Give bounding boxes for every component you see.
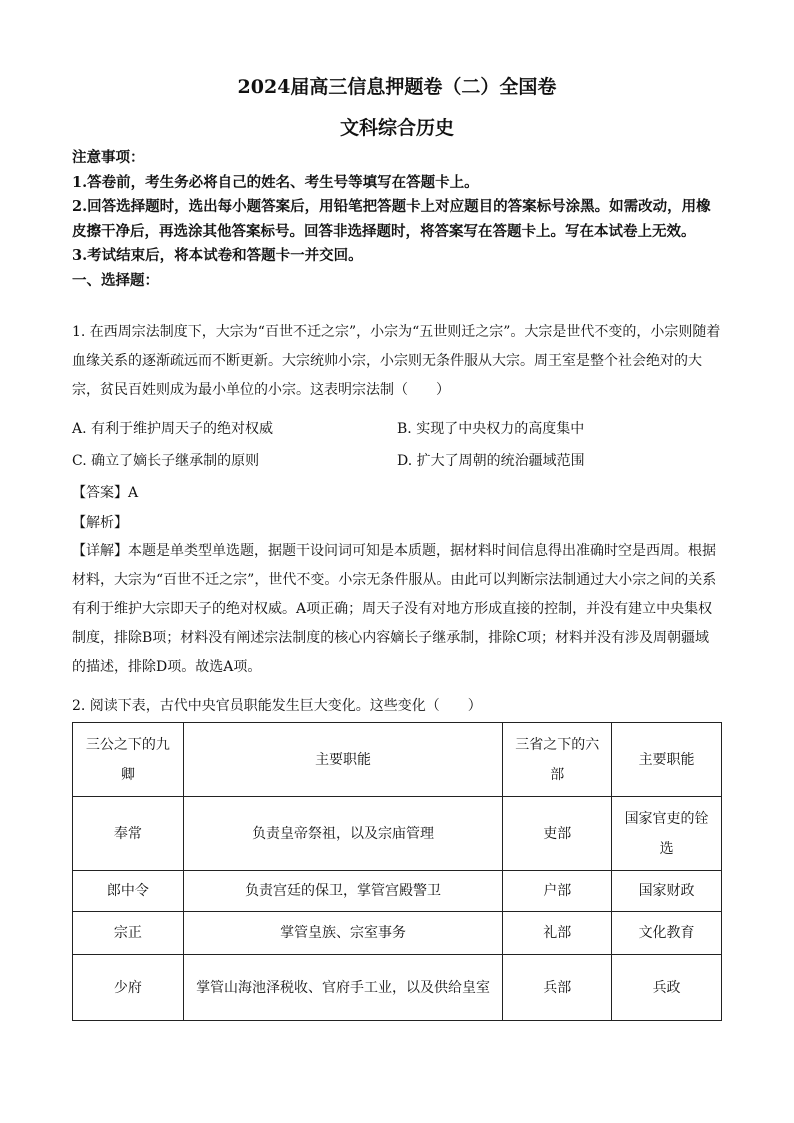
table-cell: 奉常: [73, 797, 184, 871]
notice-item-3: 3.考试结束后，将本试卷和答题卡一并交回。: [72, 247, 363, 264]
section-heading: 一、选择题：: [72, 271, 159, 289]
table-cell: 少府: [73, 955, 184, 1021]
question-1-analysis-label: 【解析】: [72, 515, 128, 531]
question-1-option-d: D. 扩大了周朝的统治疆域范围: [397, 453, 585, 469]
table-cell: 宗正: [73, 912, 184, 955]
table-cell: 负责皇帝祭祖，以及宗庙管理: [183, 797, 502, 871]
exam-title: 2024届高三信息押题卷（二）全国卷: [237, 76, 557, 98]
officials-table: [72, 722, 722, 1021]
header-main-duties-2: 主要职能: [612, 723, 722, 797]
header-nine-ministers: 三公之下的九卿: [73, 723, 184, 797]
header-six-ministries: 三省之下的六部: [503, 723, 612, 797]
table-cell: 礼部: [503, 912, 612, 955]
table-cell: 文化教育: [612, 912, 722, 955]
notice-item-1: 1.答卷前，考生务必将自己的姓名、考生号等填写在答题卡上。: [72, 173, 479, 191]
header-main-duties: 主要职能: [183, 723, 502, 797]
table-cell: 兵部: [503, 955, 612, 1021]
table-header-row: [73, 723, 722, 797]
question-1-option-a: A. 有利于维护周天子的绝对权威: [72, 421, 274, 437]
exam-subtitle: 文科综合历史: [339, 117, 454, 139]
notice-item-2: 2.回答选择题时，选出每小题答案后，用铅笔把答题卡上对应题目的答案标号涂黑。如需改动，用橡皮擦干净后，再选涂其他答案标号。回答非选择题时，将答案写在答题卡上。写在本试卷上无效。: [72, 198, 711, 240]
table-cell: 国家财政: [612, 871, 722, 912]
question-1-answer: 【答案】A: [72, 485, 139, 501]
table-cell: 国家官吏的铨选: [612, 797, 722, 871]
table-cell: 掌管皇族、宗室事务: [183, 912, 502, 955]
table-cell: 吏部: [503, 797, 612, 871]
table-row: [73, 797, 722, 871]
table-row: [73, 912, 722, 955]
question-1-detail: 【详解】本题是单类型单选题，据题干设问词可知是本质题，据材料时间信息得出准确时空是西周。根据材料，大宗为“百世不迁之宗”，世代不变。小宗无条件服从。由此可以判断宗法制通过大小宗之间的关系有利于维护大宗即天子的绝对权威。A项正确；周天子没有对地方形成直接的控制，并没有建立中央集权制度，排除B项；材料没有阐述宗法制度的核心内容嫡长子继承制，排除C项；材料并没有涉及周朝疆域的描述，排除D项。故选A项。: [72, 543, 717, 675]
table-cell: 郎中令: [73, 871, 184, 912]
table-cell: 兵政: [612, 955, 722, 1021]
table-cell: 掌管山海池泽税收、官府手工业，以及供给皇室: [183, 955, 502, 1021]
table-row: [73, 871, 722, 912]
question-1-option-c: C. 确立了嫡长子继承制的原则: [72, 453, 260, 469]
table-row: [73, 955, 722, 1021]
question-1-option-b: B. 实现了中央权力的高度集中: [397, 421, 585, 437]
table-cell: 户部: [503, 871, 612, 912]
table-cell: 负责宫廷的保卫，掌管宫殿警卫: [183, 871, 502, 912]
notice-heading: 注意事项：: [72, 149, 145, 166]
question-1-stem: 1. 在西周宗法制度下，大宗为“百世不迁之宗”，小宗为“五世则迁之宗”。大宗是世代不变的，小宗则随着血缘关系的逐渐疏远而不断更新。大宗统帅小宗，小宗则无条件服从大宗。周王室是整个社会绝对的大宗，贫民百姓则成为最小单位的小宗。这表明宗法制（ ）: [72, 324, 721, 398]
question-2-stem: 2. 阅读下表，古代中央官员职能发生巨大变化。这些变化（ ）: [72, 698, 482, 714]
notice-block: [72, 146, 722, 293]
